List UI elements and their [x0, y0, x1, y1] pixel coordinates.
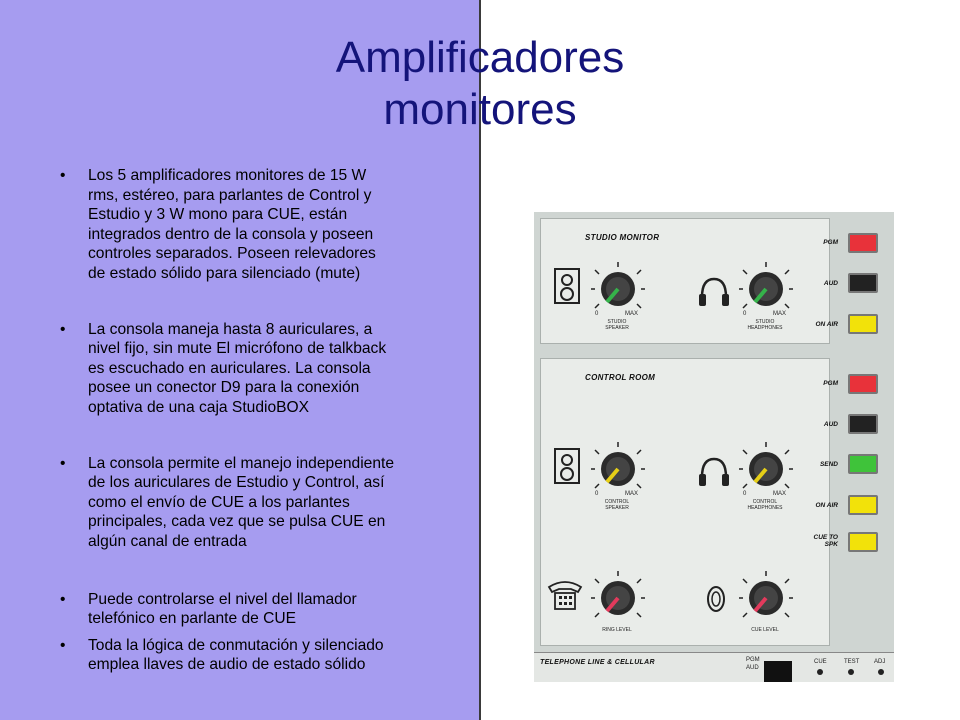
- bullet-item: • La consola permite el manejo independiente de los auriculares de Estudio y Control, así como el envío de CUE a los parlantes principales, cada vez que se pulsa CUE en algún canal de entrada: [58, 454, 462, 552]
- button-label-on-air: ON AIR: [815, 321, 838, 328]
- telephone-icon: [545, 577, 585, 613]
- studio-monitor-plate: [540, 218, 830, 344]
- headphones-icon: [697, 275, 731, 309]
- speaker-icon: [551, 447, 591, 487]
- scale-min: 0: [595, 491, 599, 497]
- control-room-title: CONTROL ROOM: [585, 373, 656, 382]
- bullet-item: • Los 5 amplificadores monitores de 15 W rms, estéreo, para parlantes de Control y Estudio y 3 W mono para CUE, están integrados dentro de la consola y poseen controles separados. Poseen relevadores de estado sólido para silenciado (mute): [58, 166, 462, 284]
- aud-button[interactable]: [848, 273, 878, 293]
- slide-title: [0, 32, 960, 136]
- cr-cue-to-spk-button[interactable]: [848, 532, 878, 552]
- bullet-item: • Toda la lógica de conmutación y silenciado emplea llaves de audio de estado sólido: [58, 636, 462, 675]
- knob-studio-speaker[interactable]: [591, 262, 645, 316]
- tel-test-label: TEST: [844, 659, 860, 665]
- bullet-list: [58, 166, 462, 675]
- bullet-item: • La consola maneja hasta 8 auriculares, a nivel fijo, sin mute El micrófono de talkback es escuchado en auriculares. La consola posee un conector D9 para la conexión optativa de una caja StudioBOX: [58, 320, 462, 418]
- scale-max: MAX: [773, 311, 787, 317]
- title-line-2: monitores: [383, 85, 577, 134]
- scale-min: 0: [595, 311, 599, 317]
- knob-label: RING LEVEL: [602, 627, 632, 633]
- knob-label: CONTROL SPEAKER: [604, 499, 630, 511]
- title-line-1: Amplificadores: [335, 33, 625, 82]
- console-panel-photo: [534, 212, 894, 682]
- cr-aud-button[interactable]: [848, 414, 878, 434]
- scale-min: 0: [743, 311, 747, 317]
- tel-pgm-label: PGM: [746, 657, 760, 663]
- tel-aud-label: AUD: [746, 665, 759, 671]
- knob-label: CUE LEVEL: [751, 627, 779, 633]
- on-air-button[interactable]: [848, 314, 878, 334]
- knob-control-speaker[interactable]: [591, 442, 645, 496]
- telephone-strip: [534, 652, 894, 682]
- scale-min: 0: [743, 491, 747, 497]
- button-label-pgm: PGM: [823, 239, 838, 246]
- tel-adj-led: [878, 669, 884, 675]
- button-label-aud: AUD: [823, 421, 838, 428]
- tel-display: [764, 661, 792, 682]
- cr-send-button[interactable]: [848, 454, 878, 474]
- button-label-send: SEND: [819, 461, 838, 468]
- knob-ring-level[interactable]: [591, 571, 645, 625]
- cr-pgm-button[interactable]: [848, 374, 878, 394]
- cue-speaker-icon: [701, 584, 731, 614]
- tel-adj-label: ADJ: [874, 659, 886, 665]
- control-room-plate: [540, 358, 830, 646]
- knob-label: STUDIO HEADPHONES: [747, 319, 783, 331]
- tel-cue-led: [817, 669, 823, 675]
- speaker-icon: [551, 267, 591, 307]
- telephone-title: TELEPHONE LINE & CELLULAR: [540, 659, 655, 666]
- button-label-on-air: ON AIR: [815, 502, 838, 509]
- headphones-icon: [697, 455, 731, 489]
- scale-max: MAX: [625, 491, 639, 497]
- knob-label: STUDIO SPEAKER: [605, 319, 629, 331]
- knob-studio-headphones[interactable]: [739, 262, 793, 316]
- button-label-pgm: PGM: [823, 380, 838, 387]
- studio-monitor-title: STUDIO MONITOR: [585, 233, 660, 242]
- pgm-button[interactable]: [848, 233, 878, 253]
- knob-control-headphones[interactable]: [739, 442, 793, 496]
- scale-max: MAX: [625, 311, 639, 317]
- bullet-item: • Puede controlarse el nivel del llamador telefónico en parlante de CUE: [58, 590, 462, 629]
- knob-label: CONTROL HEADPHONES: [747, 499, 783, 511]
- scale-max: MAX: [773, 491, 787, 497]
- button-label-cue-to-spk: CUE TO SPK: [813, 534, 838, 548]
- tel-test-led: [848, 669, 854, 675]
- cr-on-air-button[interactable]: [848, 495, 878, 515]
- knob-cue-level[interactable]: [739, 571, 793, 625]
- button-label-aud: AUD: [823, 280, 838, 287]
- tel-cue-label: CUE: [814, 659, 827, 665]
